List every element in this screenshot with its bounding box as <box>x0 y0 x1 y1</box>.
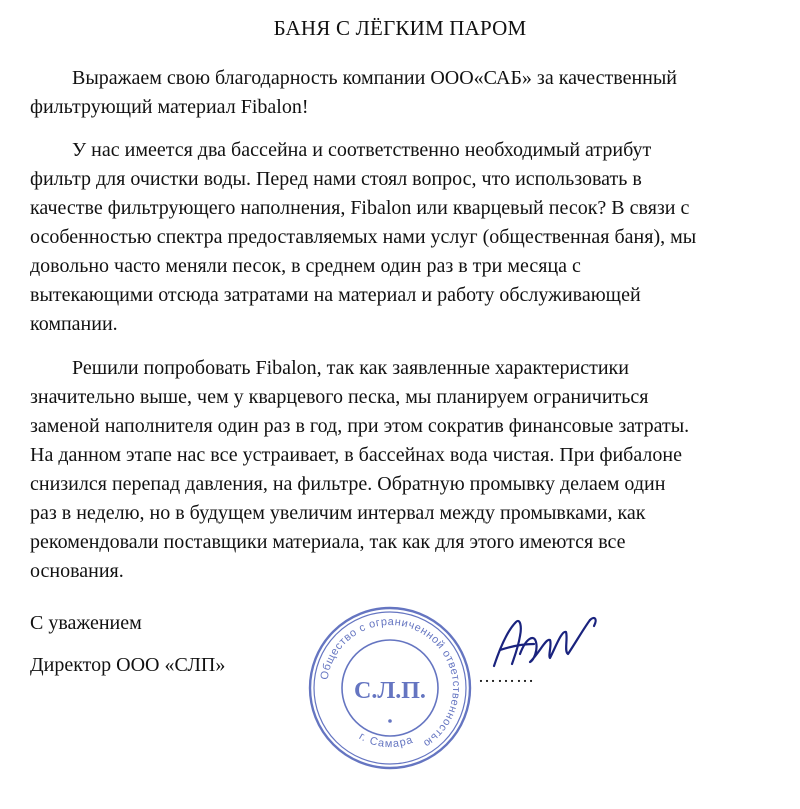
text-line: Решили попробовать Fibalon, так как заявленные характеристики <box>72 357 629 379</box>
text-line: У нас имеется два бассейна и соответственно необходимый атрибут <box>72 139 652 161</box>
text-line: особенностью спектра предоставляемых нами услуг (общественная баня), мы <box>30 226 697 248</box>
text-line: снизился перепад давления, на фильтре. Обратную промывку делаем один <box>30 473 666 495</box>
stamp-center-text: С.Л.П. <box>354 678 426 704</box>
text-line: основания. <box>30 560 124 582</box>
stamp-city-text: г. Самара <box>356 730 416 751</box>
text-line: Выражаем свою благодарность компании ООО«САБ» за качественный <box>72 67 677 89</box>
paragraph-background <box>30 136 780 339</box>
text-line: рекомендовали поставщики материала, так как для этого имеются все <box>30 531 626 553</box>
closing-salutation: С уважением <box>30 612 142 634</box>
text-line: раз в неделю, но в будущем увеличим интервал между промывками, как <box>30 502 646 524</box>
text-line: фильтрующий материал Fibalon! <box>30 96 309 118</box>
stamp-ring-text: Общество с ограниченной ответственностью <box>318 615 463 750</box>
text-line: значительно выше, чем у кварцевого песка, мы планируем ограничиться <box>30 386 649 408</box>
document-title: БАНЯ С ЛЁГКИМ ПАРОМ <box>273 16 527 40</box>
text-line: компании. <box>30 313 118 335</box>
signature-dots: ……… <box>478 666 535 686</box>
signatory-position: Директор ООО «СЛП» <box>30 654 226 676</box>
text-line: На данном этапе нас все устраивает, в бассейнах вода чистая. При фибалоне <box>30 444 682 466</box>
stamp-center-dot <box>388 719 392 723</box>
text-line: заменой наполнителя один раз в год, при этом сократив финансовые затраты. <box>30 415 690 437</box>
text-line: качестве фильтрующего наполнения, Fibalon или кварцевый песок? В связи с <box>30 197 690 219</box>
text-line: довольно часто меняли песок, в среднем один раз в три месяца с <box>30 255 581 277</box>
text-line: фильтр для очистки воды. Перед нами стоял вопрос, что использовать в <box>30 168 642 190</box>
company-stamp <box>305 603 475 773</box>
text-line: вытекающими отсюда затратами на материал и работу обслуживающей <box>30 284 641 306</box>
paragraph-gratitude <box>30 64 780 122</box>
paragraph-results <box>30 354 780 586</box>
